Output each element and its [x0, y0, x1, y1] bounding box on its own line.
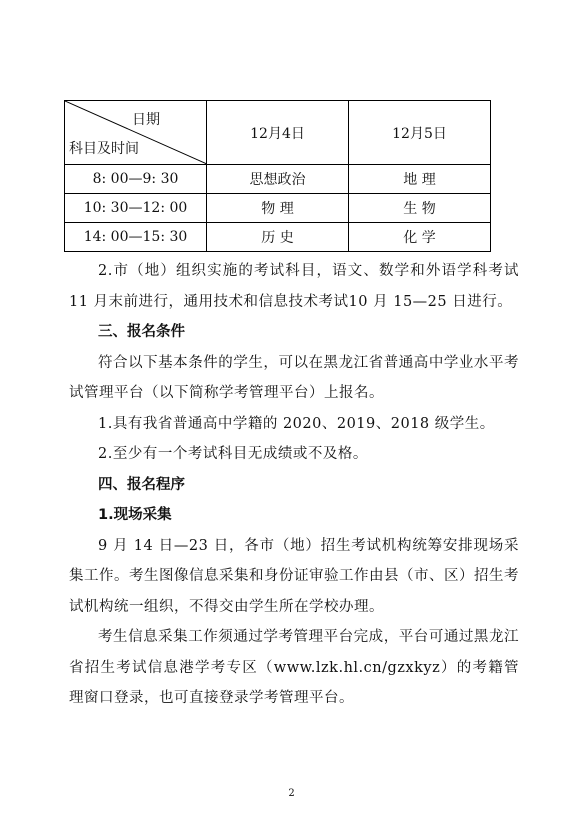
body-text [69, 256, 519, 714]
header-date-2: 12月5日 [349, 101, 491, 165]
time-cell: 8: 00—9: 30 [65, 165, 207, 194]
table-row [65, 165, 491, 194]
paragraph-platform-login: 考生信息采集工作须通过学考管理平台完成，平台可通过黑龙江省招生考试信息港学考专区（www.lzk.hl.cn/gzxkyz）的考籍管理窗口登录，也可直接登录学考管理平台。 [69, 629, 519, 706]
subject-cell: 地 理 [349, 165, 491, 194]
subject-cell: 思想政治 [207, 165, 349, 194]
table-row [65, 223, 491, 252]
subject-cell: 化 学 [349, 223, 491, 252]
time-cell: 10: 30—12: 00 [65, 194, 207, 223]
page-number: 2 [288, 788, 295, 799]
header-subject-label: 科目及时间 [69, 141, 139, 157]
subheading-onsite-collection: 1.现场采集 [98, 507, 172, 523]
header-date-label: 日期 [132, 112, 160, 128]
paragraph-onsite-collection: 9 月 14 日—23 日，各市（地）招生考试机构统筹安排现场采集工作。考生图像信息采集和身份证审验工作由县（市、区）招生考试机构统一组织，不得交由学生所在学校办理。 [69, 537, 519, 615]
paragraph-condition-1: 1.具有我省普通高中学籍的 2020、2019、2018 级学生。 [98, 415, 495, 432]
diagonal-header-cell [65, 101, 207, 165]
exam-schedule-table [64, 100, 491, 252]
subject-cell: 物 理 [207, 194, 349, 223]
table-row [65, 194, 491, 223]
subject-cell: 生 物 [349, 194, 491, 223]
time-cell: 14: 00—15: 30 [65, 223, 207, 252]
paragraph-exam-schedule-note: 2.市（地）组织实施的考试科目，语文、数学和外语学科考试 11 月末前进行，通用技术和信息技术考试10 月 15—25 日进行。 [69, 263, 519, 310]
paragraph-condition-2: 2.至少有一个考试科目无成绩或不及格。 [98, 446, 368, 462]
paragraph-conditions-intro: 符合以下基本条件的学生，可以在黑龙江省普通高中学业水平考试管理平台（以下简称学考管理平台）上报名。 [69, 354, 519, 401]
header-date-1: 12月4日 [207, 101, 349, 165]
table-header-row [65, 101, 491, 165]
subject-cell: 历 史 [207, 223, 349, 252]
section-heading-registration-procedure: 四、报名程序 [98, 476, 185, 493]
section-heading-registration-conditions: 三、报名条件 [98, 324, 185, 340]
